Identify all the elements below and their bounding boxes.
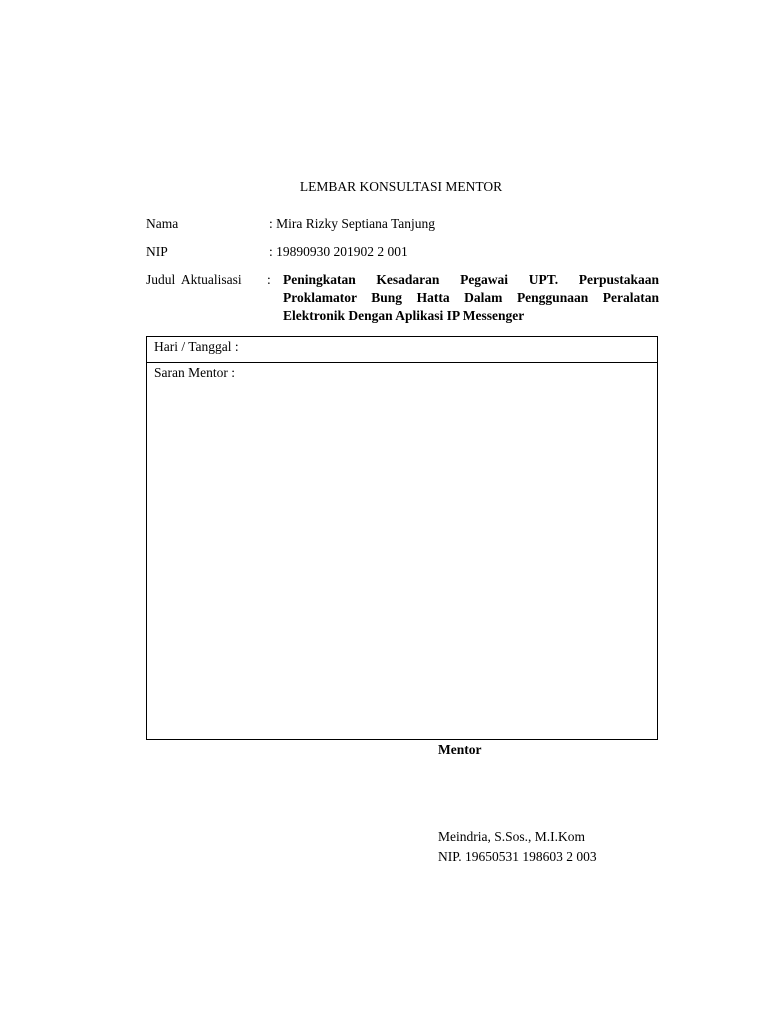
nama-value: : Mira Rizky Septiana Tanjung [269, 216, 436, 231]
mentor-nip: NIP. 19650531 198603 2 003 [438, 849, 597, 864]
mentor-name: Meindria, S.Sos., M.I.Kom [438, 829, 586, 844]
judul-label: Judul Aktualisasi [146, 272, 242, 287]
judul-value [283, 271, 659, 325]
nip-value: : 19890930 201902 2 001 [269, 244, 408, 259]
consultation-box [146, 336, 658, 740]
judul-line-3: Elektronik Dengan Aplikasi IP Messenger [283, 308, 525, 323]
nip-label: NIP [146, 244, 168, 259]
page-title: LEMBAR KONSULTASI MENTOR [299, 179, 503, 194]
saran-mentor-label: Saran Mentor : [154, 365, 235, 380]
judul-line-2: Proklamator Bung Hatta Dalam Penggunaan Peralatan [283, 290, 659, 305]
nama-label: Nama [146, 216, 179, 231]
judul-line-1: Peningkatan Kesadaran Pegawai UPT. Perpustakaan [283, 272, 659, 287]
date-label: Hari / Tanggal : [154, 339, 239, 354]
date-row [147, 337, 657, 363]
signature-title: Mentor [438, 742, 482, 757]
judul-colon: : [267, 272, 271, 287]
